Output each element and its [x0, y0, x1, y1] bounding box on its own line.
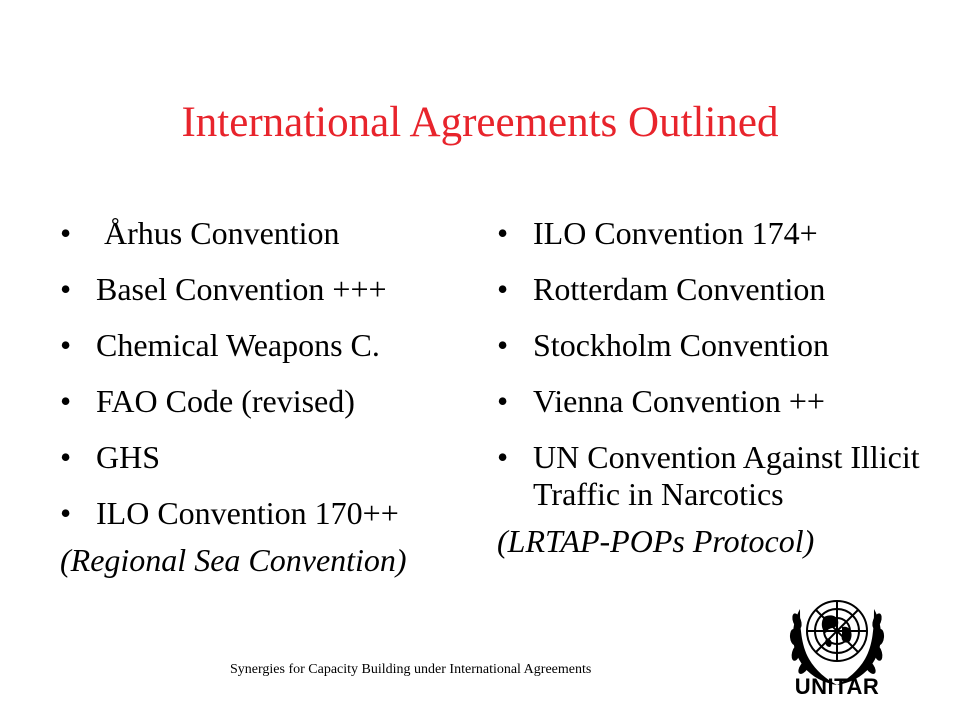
list-item	[497, 215, 947, 252]
list-item-text: UN Convention Against Illicit Traffic in Narcotics	[533, 439, 920, 512]
list-item-text: Århus Convention	[96, 215, 340, 251]
list-item-text: Stockholm Convention	[533, 327, 829, 363]
list-item-text: Rotterdam Convention	[533, 271, 826, 307]
list-item-text: FAO Code (revised)	[96, 383, 355, 419]
list-item	[497, 327, 947, 364]
list-item	[60, 383, 480, 420]
slide-title: International Agreements Outlined	[181, 99, 779, 146]
bullet: •	[497, 383, 509, 419]
bullet: •	[60, 327, 72, 363]
list-item-text: ILO Convention 170++	[96, 495, 399, 531]
bullet: •	[60, 215, 72, 251]
list-item	[497, 439, 947, 513]
bullet: •	[60, 439, 72, 475]
list-item	[60, 215, 480, 252]
right-note: (LRTAP-POPs Protocol)	[497, 523, 815, 559]
list-item	[60, 271, 480, 308]
bullet: •	[497, 215, 509, 251]
right-agreement-list	[497, 215, 947, 560]
bullet: •	[60, 495, 72, 531]
list-item-text: GHS	[96, 439, 161, 475]
bullet: •	[497, 439, 509, 475]
list-item	[60, 439, 480, 476]
bullet: •	[60, 383, 72, 419]
unitar-logo-text: UNITAR	[794, 674, 880, 699]
list-item-text: Chemical Weapons C.	[96, 327, 380, 363]
bullet: •	[60, 271, 72, 307]
list-item-text: Vienna Convention ++	[533, 383, 825, 419]
bullet: •	[497, 271, 509, 307]
list-item-text: Basel Convention +++	[96, 271, 387, 307]
left-note: (Regional Sea Convention)	[60, 542, 407, 578]
bullet: •	[497, 327, 509, 363]
list-item	[497, 271, 947, 308]
list-item-text: ILO Convention 174+	[533, 215, 818, 251]
list-item	[60, 495, 480, 532]
list-item	[60, 327, 480, 364]
list-item	[497, 383, 947, 420]
footer-text: Synergies for Capacity Building under International Agreements	[230, 662, 592, 677]
left-agreement-list	[60, 215, 480, 579]
